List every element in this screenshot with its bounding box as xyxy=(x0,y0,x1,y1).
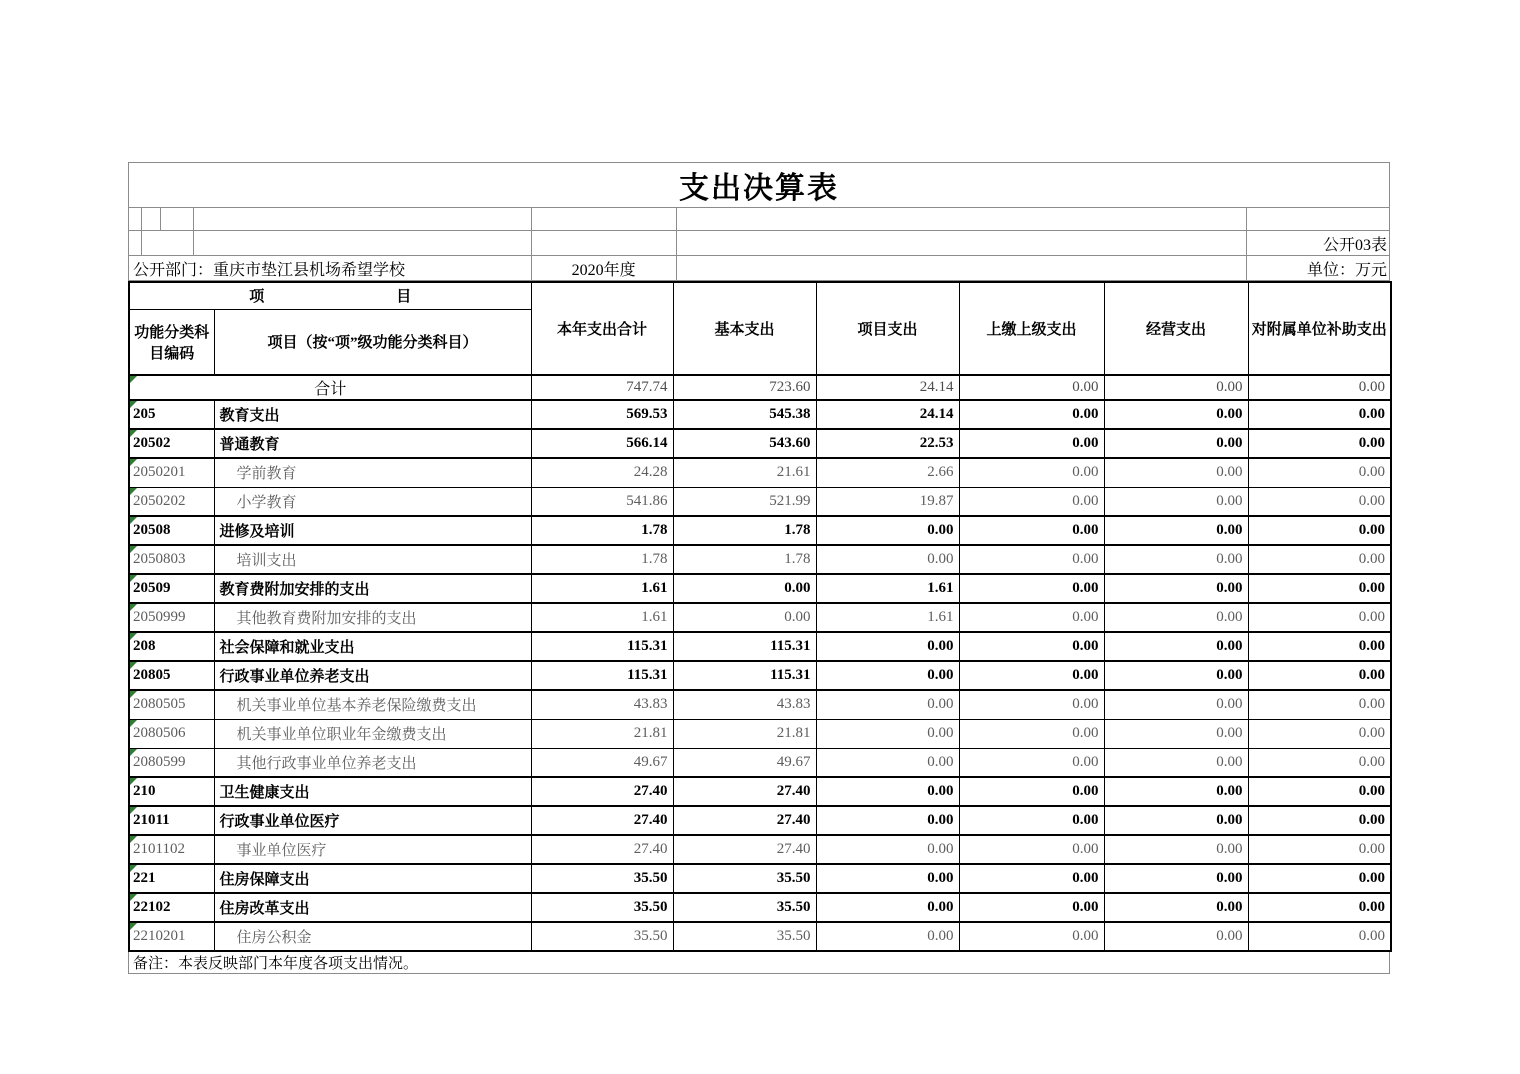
row-code-cell xyxy=(129,835,214,864)
row-code-cell xyxy=(129,806,214,835)
row-value-cell: 0.00 xyxy=(1104,487,1248,516)
table-row xyxy=(129,777,1391,806)
row-value-cell: 1.61 xyxy=(816,574,959,603)
row-name-cell: 小学教育 xyxy=(214,487,531,516)
row-value-cell: 1.78 xyxy=(531,516,673,545)
row-value-cell: 21.81 xyxy=(531,719,673,748)
row-value-cell: 27.40 xyxy=(531,806,673,835)
row-code: 2210201 xyxy=(133,928,186,944)
row-value-cell: 0.00 xyxy=(959,748,1104,777)
row-code-cell xyxy=(129,777,214,806)
row-value-cell: 0.00 xyxy=(1104,806,1248,835)
row-name-cell: 机关事业单位基本养老保险缴费支出 xyxy=(214,690,531,719)
empty-cell xyxy=(161,208,194,231)
column-header-operating-expenditure: 经营支出 xyxy=(1104,282,1248,375)
error-indicator-triangle-icon xyxy=(130,488,137,495)
empty-cell xyxy=(677,256,1248,281)
column-header-total-expenditure: 本年支出合计 xyxy=(531,282,673,375)
expenditure-sheet xyxy=(128,162,1390,974)
error-indicator-triangle-icon xyxy=(130,575,137,582)
error-indicator-triangle-icon xyxy=(130,401,137,408)
row-name-cell: 其他行政事业单位养老支出 xyxy=(214,748,531,777)
row-value-cell: 0.00 xyxy=(1248,458,1391,487)
row-value-cell: 0.00 xyxy=(816,864,959,893)
row-name-cell: 培训支出 xyxy=(214,545,531,574)
column-header-upward-remittance: 上缴上级支出 xyxy=(959,282,1104,375)
row-value-cell: 27.40 xyxy=(673,835,816,864)
row-name-cell: 进修及培训 xyxy=(214,516,531,545)
note-label: 备注：本表反映部门本年度各项支出情况。 xyxy=(128,952,1390,974)
total-value-cell: 723.60 xyxy=(673,375,816,400)
row-value-cell: 0.00 xyxy=(1104,690,1248,719)
project-group-header-left: 项 xyxy=(249,289,265,306)
total-row xyxy=(129,375,1391,400)
row-code: 210 xyxy=(133,783,156,799)
error-indicator-triangle-icon xyxy=(130,459,137,466)
row-code-cell xyxy=(129,661,214,690)
table-row xyxy=(129,545,1391,574)
row-value-cell: 0.00 xyxy=(1248,661,1391,690)
row-code-cell xyxy=(129,458,214,487)
row-value-cell: 0.00 xyxy=(959,458,1104,487)
table-row xyxy=(129,922,1391,951)
empty-cell xyxy=(142,231,194,256)
row-value-cell: 0.00 xyxy=(1104,574,1248,603)
error-indicator-triangle-icon xyxy=(130,633,137,640)
row-value-cell: 0.00 xyxy=(959,893,1104,922)
row-value-cell: 0.00 xyxy=(959,632,1104,661)
error-indicator-triangle-icon xyxy=(130,546,137,553)
row-value-cell: 27.40 xyxy=(673,777,816,806)
table-row xyxy=(129,893,1391,922)
row-code: 20509 xyxy=(133,580,171,596)
header-row-1 xyxy=(129,282,1391,309)
empty-cell xyxy=(532,208,677,231)
row-value-cell: 0.00 xyxy=(959,429,1104,458)
row-value-cell: 35.50 xyxy=(673,922,816,951)
row-code-cell xyxy=(129,922,214,951)
row-value-cell: 0.00 xyxy=(1248,806,1391,835)
row-value-cell: 24.14 xyxy=(816,400,959,429)
spacer-row-2 xyxy=(128,231,1390,256)
row-name-cell: 住房公积金 xyxy=(214,922,531,951)
empty-cell xyxy=(677,208,1248,231)
row-value-cell: 115.31 xyxy=(673,661,816,690)
project-group-header-right: 目 xyxy=(396,289,412,306)
row-value-cell: 115.31 xyxy=(531,632,673,661)
row-code-cell xyxy=(129,400,214,429)
row-code-cell xyxy=(129,545,214,574)
row-value-cell: 0.00 xyxy=(1248,632,1391,661)
total-value-cell: 0.00 xyxy=(959,375,1104,400)
fiscal-year-label: 2020年度 xyxy=(532,256,677,281)
row-code-cell xyxy=(129,864,214,893)
expenditure-table xyxy=(128,281,1392,952)
row-value-cell: 0.00 xyxy=(959,661,1104,690)
row-value-cell: 0.00 xyxy=(673,603,816,632)
row-value-cell: 0.00 xyxy=(816,777,959,806)
row-value-cell: 0.00 xyxy=(1248,748,1391,777)
row-value-cell: 0.00 xyxy=(959,603,1104,632)
row-name-cell: 事业单位医疗 xyxy=(214,835,531,864)
error-indicator-triangle-icon xyxy=(130,894,137,901)
table-row xyxy=(129,806,1391,835)
row-code: 22102 xyxy=(133,899,171,915)
total-value-cell: 0.00 xyxy=(1104,375,1248,400)
row-value-cell: 0.00 xyxy=(1104,516,1248,545)
row-code-cell xyxy=(129,719,214,748)
row-value-cell: 0.00 xyxy=(816,893,959,922)
row-value-cell: 0.00 xyxy=(1248,777,1391,806)
row-value-cell: 35.50 xyxy=(673,893,816,922)
row-code-cell xyxy=(129,429,214,458)
row-value-cell: 0.00 xyxy=(959,516,1104,545)
row-value-cell: 0.00 xyxy=(1248,922,1391,951)
empty-cell xyxy=(194,208,532,231)
row-name-cell: 住房改革支出 xyxy=(214,893,531,922)
row-value-cell: 35.50 xyxy=(531,864,673,893)
row-value-cell: 0.00 xyxy=(1104,835,1248,864)
row-value-cell: 0.00 xyxy=(816,690,959,719)
row-value-cell: 0.00 xyxy=(1104,603,1248,632)
row-value-cell: 0.00 xyxy=(959,690,1104,719)
row-name-cell: 其他教育费附加安排的支出 xyxy=(214,603,531,632)
row-value-cell: 0.00 xyxy=(1104,632,1248,661)
total-value-cell: 747.74 xyxy=(531,375,673,400)
row-code: 208 xyxy=(133,638,156,654)
total-value-cell: 0.00 xyxy=(1248,375,1391,400)
row-value-cell: 0.00 xyxy=(959,400,1104,429)
row-value-cell: 0.00 xyxy=(1248,864,1391,893)
table-row xyxy=(129,661,1391,690)
row-value-cell: 0.00 xyxy=(1248,603,1391,632)
row-value-cell: 0.00 xyxy=(816,719,959,748)
row-name-cell: 机关事业单位职业年金缴费支出 xyxy=(214,719,531,748)
table-row xyxy=(129,719,1391,748)
table-row xyxy=(129,603,1391,632)
total-label-cell xyxy=(129,375,531,400)
row-value-cell: 541.86 xyxy=(531,487,673,516)
table-row xyxy=(129,632,1391,661)
table-row xyxy=(129,429,1391,458)
empty-cell xyxy=(129,208,142,231)
row-value-cell: 0.00 xyxy=(673,574,816,603)
row-value-cell: 0.00 xyxy=(959,922,1104,951)
row-code-cell xyxy=(129,632,214,661)
row-code-cell xyxy=(129,603,214,632)
row-value-cell: 521.99 xyxy=(673,487,816,516)
row-name-cell: 行政事业单位养老支出 xyxy=(214,661,531,690)
row-code-cell xyxy=(129,574,214,603)
row-value-cell: 0.00 xyxy=(1104,458,1248,487)
error-indicator-triangle-icon xyxy=(130,778,137,785)
row-value-cell: 0.00 xyxy=(1248,893,1391,922)
code-column-header: 功能分类科目编码 xyxy=(129,309,214,375)
row-value-cell: 22.53 xyxy=(816,429,959,458)
table-row xyxy=(129,835,1391,864)
row-value-cell: 0.00 xyxy=(816,516,959,545)
row-value-cell: 27.40 xyxy=(531,835,673,864)
row-code-cell xyxy=(129,893,214,922)
row-value-cell: 0.00 xyxy=(816,545,959,574)
row-value-cell: 43.83 xyxy=(673,690,816,719)
row-value-cell: 0.00 xyxy=(959,545,1104,574)
row-code-cell xyxy=(129,748,214,777)
row-value-cell: 1.61 xyxy=(531,603,673,632)
row-value-cell: 1.61 xyxy=(531,574,673,603)
table-row xyxy=(129,864,1391,893)
row-value-cell: 0.00 xyxy=(1104,429,1248,458)
sheet-title: 支出决算表 xyxy=(128,162,1390,208)
error-indicator-triangle-icon xyxy=(130,836,137,843)
error-indicator-triangle-icon xyxy=(130,604,137,611)
error-indicator-triangle-icon xyxy=(130,517,137,524)
row-value-cell: 0.00 xyxy=(959,487,1104,516)
row-value-cell: 0.00 xyxy=(816,632,959,661)
row-code: 21011 xyxy=(133,812,170,828)
error-indicator-triangle-icon xyxy=(130,376,137,383)
table-row xyxy=(129,574,1391,603)
row-name-cell: 卫生健康支出 xyxy=(214,777,531,806)
row-value-cell: 0.00 xyxy=(1248,545,1391,574)
row-name-cell: 行政事业单位医疗 xyxy=(214,806,531,835)
row-code: 20502 xyxy=(133,435,171,451)
row-code: 2050999 xyxy=(133,609,186,625)
empty-cell xyxy=(142,208,161,231)
spacer-row-1 xyxy=(128,208,1390,231)
row-code: 2080599 xyxy=(133,753,186,770)
row-value-cell: 0.00 xyxy=(816,835,959,864)
table-row xyxy=(129,748,1391,777)
row-value-cell: 0.00 xyxy=(959,719,1104,748)
error-indicator-triangle-icon xyxy=(130,865,137,872)
row-value-cell: 545.38 xyxy=(673,400,816,429)
row-value-cell: 115.31 xyxy=(673,632,816,661)
empty-cell xyxy=(532,231,677,256)
error-indicator-triangle-icon xyxy=(130,430,137,437)
table-body xyxy=(129,375,1391,951)
row-value-cell: 0.00 xyxy=(1104,777,1248,806)
row-value-cell: 0.00 xyxy=(1248,429,1391,458)
error-indicator-triangle-icon xyxy=(130,749,137,756)
row-value-cell: 2.66 xyxy=(816,458,959,487)
row-code: 2050202 xyxy=(133,492,186,509)
empty-cell xyxy=(129,231,142,256)
total-label: 合计 xyxy=(314,381,347,398)
row-code: 20508 xyxy=(133,522,171,538)
row-value-cell: 35.50 xyxy=(531,893,673,922)
row-value-cell: 1.78 xyxy=(531,545,673,574)
row-value-cell: 543.60 xyxy=(673,429,816,458)
row-value-cell: 0.00 xyxy=(1248,574,1391,603)
row-value-cell: 21.81 xyxy=(673,719,816,748)
row-code-cell xyxy=(129,516,214,545)
row-value-cell: 0.00 xyxy=(959,777,1104,806)
row-value-cell: 0.00 xyxy=(1248,835,1391,864)
table-row xyxy=(129,487,1391,516)
empty-cell xyxy=(194,231,532,256)
row-value-cell: 0.00 xyxy=(1248,487,1391,516)
row-value-cell: 0.00 xyxy=(816,922,959,951)
department-label: 公开部门：重庆市垫江县机场希望学校 xyxy=(129,256,532,281)
row-code: 2101102 xyxy=(133,841,185,857)
row-value-cell: 569.53 xyxy=(531,400,673,429)
row-value-cell: 27.40 xyxy=(531,777,673,806)
row-value-cell: 0.00 xyxy=(1104,545,1248,574)
row-value-cell: 0.00 xyxy=(959,864,1104,893)
row-code: 2050201 xyxy=(133,464,186,481)
row-value-cell: 27.40 xyxy=(673,806,816,835)
row-value-cell: 35.50 xyxy=(673,864,816,893)
row-value-cell: 0.00 xyxy=(1104,748,1248,777)
column-header-project-expenditure: 项目支出 xyxy=(816,282,959,375)
row-value-cell: 0.00 xyxy=(959,806,1104,835)
row-name-cell: 普通教育 xyxy=(214,429,531,458)
row-value-cell: 1.78 xyxy=(673,545,816,574)
row-value-cell: 1.78 xyxy=(673,516,816,545)
row-value-cell: 49.67 xyxy=(531,748,673,777)
empty-cell xyxy=(1247,208,1390,231)
table-row xyxy=(129,400,1391,429)
row-value-cell: 0.00 xyxy=(1104,719,1248,748)
row-name-cell: 教育费附加安排的支出 xyxy=(214,574,531,603)
empty-cell xyxy=(677,231,1248,256)
row-code: 20805 xyxy=(133,667,171,683)
table-row xyxy=(129,458,1391,487)
row-name-cell: 社会保障和就业支出 xyxy=(214,632,531,661)
row-value-cell: 19.87 xyxy=(816,487,959,516)
row-value-cell: 0.00 xyxy=(959,574,1104,603)
error-indicator-triangle-icon xyxy=(130,662,137,669)
row-value-cell: 0.00 xyxy=(1248,516,1391,545)
project-group-header xyxy=(129,282,531,309)
row-value-cell: 0.00 xyxy=(1104,661,1248,690)
row-code-cell xyxy=(129,690,214,719)
column-header-subsidy-to-affiliates: 对附属单位补助支出 xyxy=(1248,282,1391,375)
row-value-cell: 115.31 xyxy=(531,661,673,690)
error-indicator-triangle-icon xyxy=(130,923,137,930)
total-value-cell: 24.14 xyxy=(816,375,959,400)
error-indicator-triangle-icon xyxy=(130,807,137,814)
row-value-cell: 0.00 xyxy=(959,835,1104,864)
row-value-cell: 1.61 xyxy=(816,603,959,632)
row-value-cell: 0.00 xyxy=(816,806,959,835)
row-value-cell: 0.00 xyxy=(816,748,959,777)
table-code-label: 公开03表 xyxy=(1247,231,1390,256)
row-value-cell: 0.00 xyxy=(1104,864,1248,893)
row-value-cell: 49.67 xyxy=(673,748,816,777)
row-value-cell: 0.00 xyxy=(1104,922,1248,951)
row-value-cell: 0.00 xyxy=(1248,690,1391,719)
info-row xyxy=(128,256,1390,281)
row-value-cell: 21.61 xyxy=(673,458,816,487)
row-name-cell: 住房保障支出 xyxy=(214,864,531,893)
row-code-cell xyxy=(129,487,214,516)
row-value-cell: 0.00 xyxy=(1248,400,1391,429)
table-row xyxy=(129,516,1391,545)
unit-label: 单位：万元 xyxy=(1247,256,1390,281)
table-row xyxy=(129,690,1391,719)
row-value-cell: 35.50 xyxy=(531,922,673,951)
row-code: 205 xyxy=(133,406,156,422)
row-code: 2050803 xyxy=(133,551,186,567)
row-value-cell: 43.83 xyxy=(531,690,673,719)
row-value-cell: 24.28 xyxy=(531,458,673,487)
row-value-cell: 0.00 xyxy=(1248,719,1391,748)
row-name-cell: 学前教育 xyxy=(214,458,531,487)
error-indicator-triangle-icon xyxy=(130,691,137,698)
row-name-cell: 教育支出 xyxy=(214,400,531,429)
row-code: 2080505 xyxy=(133,696,186,713)
error-indicator-triangle-icon xyxy=(130,720,137,727)
row-code: 221 xyxy=(133,870,156,886)
row-value-cell: 0.00 xyxy=(1104,893,1248,922)
row-value-cell: 0.00 xyxy=(816,661,959,690)
row-value-cell: 0.00 xyxy=(1104,400,1248,429)
row-value-cell: 566.14 xyxy=(531,429,673,458)
column-header-basic-expenditure: 基本支出 xyxy=(673,282,816,375)
row-code: 2080506 xyxy=(133,725,186,741)
item-column-header: 项目（按“项”级功能分类科目） xyxy=(214,309,531,375)
